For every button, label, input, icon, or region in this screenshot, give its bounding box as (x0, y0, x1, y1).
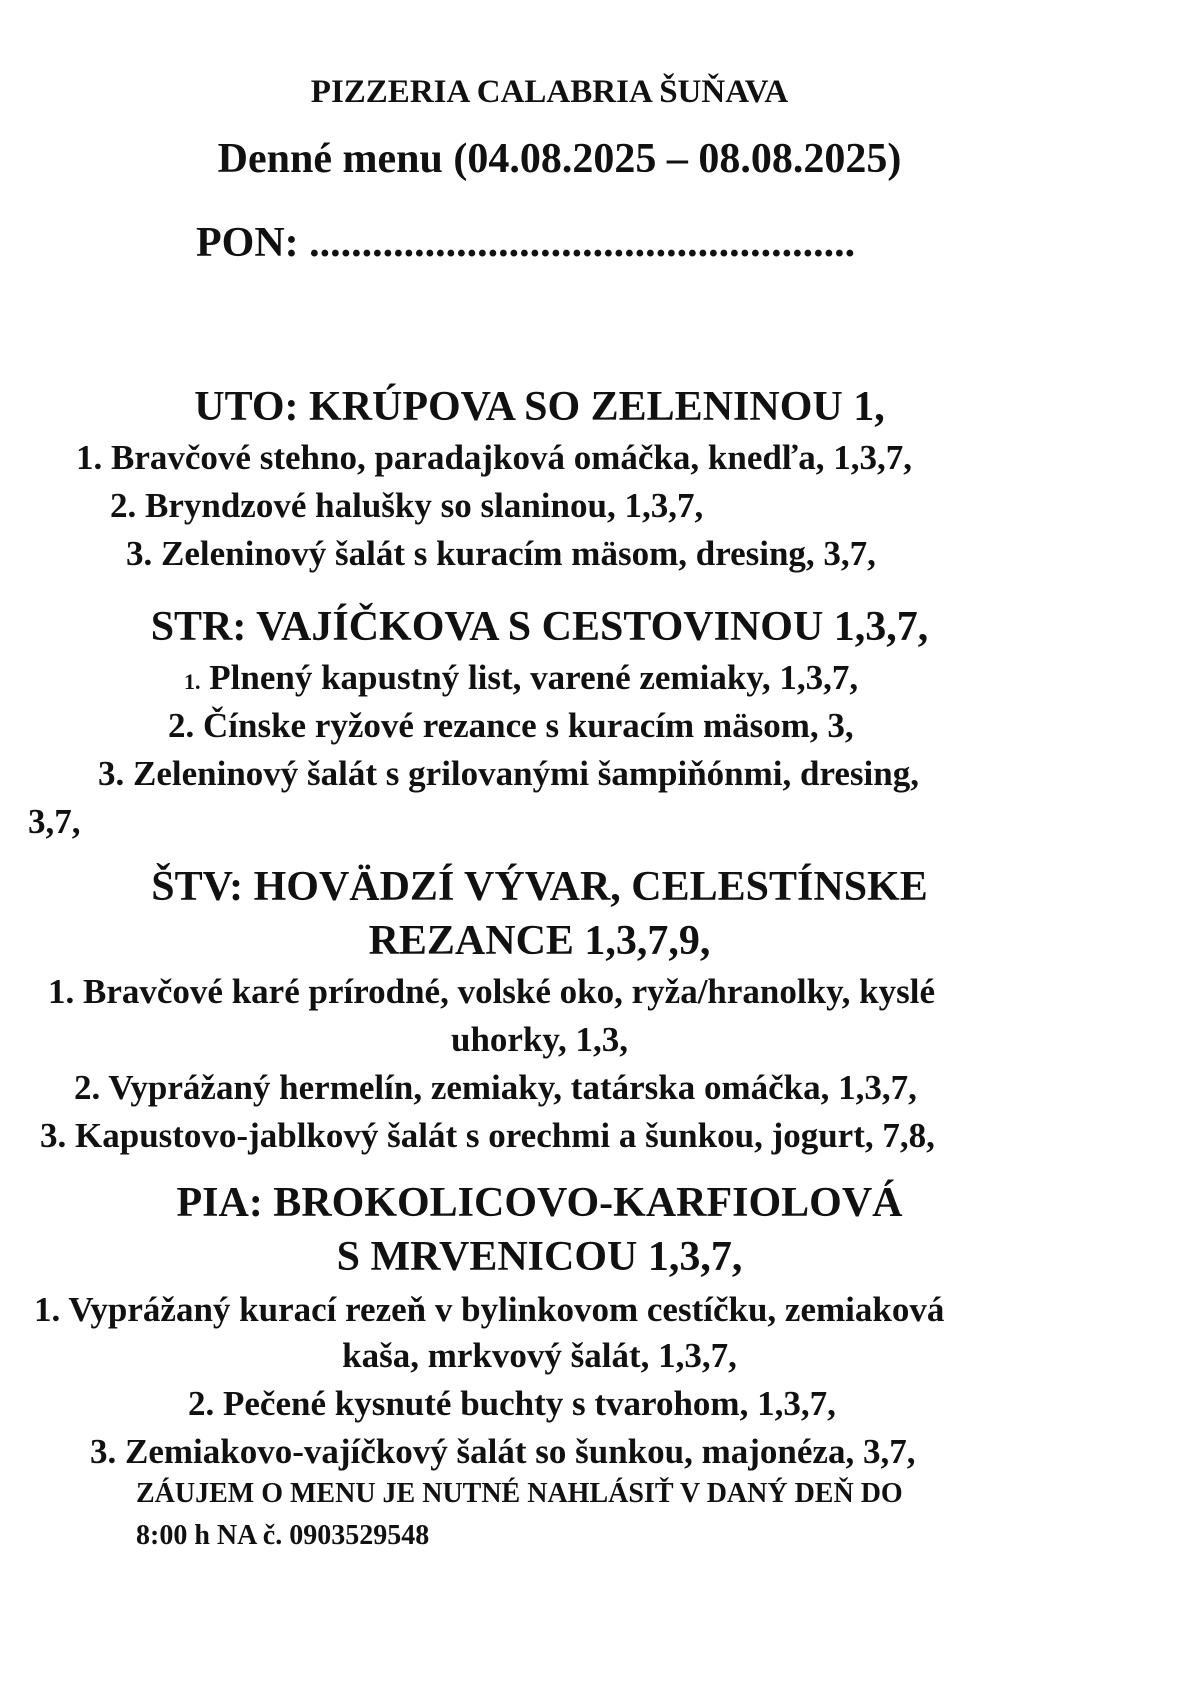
wednesday-item-1-text: Plnený kapustný list, varené zemiaky, 1,3,7, (209, 658, 859, 697)
wednesday-item-3-continued: 3,7, (28, 802, 81, 841)
thursday-item-3: 3. Kapustovo-jablkový šalát s orechmi a šunkou, jogurt, 7,8, (40, 1116, 935, 1155)
thursday-item-1-continued: uhorky, 1,3, (451, 1020, 628, 1059)
wednesday-item-2: 2. Čínske ryžové rezance s kuracím mäsom, 3, (168, 706, 854, 745)
tuesday-soup: UTO: KRÚPOVA SO ZELENINOU 1, (194, 384, 885, 430)
tuesday-item-3: 3. Zeleninový šalát s kuracím mäsom, dresing, 3,7, (126, 534, 876, 573)
thursday-item-1: 1. Bravčové karé prírodné, volské oko, ryža/hranolky, kyslé (48, 972, 935, 1011)
friday-item-2: 2. Pečené kysnuté buchty s tvarohom, 1,3,7, (188, 1384, 836, 1423)
wednesday-soup: STR: VAJÍČKOVA S CESTOVINOU 1,3,7, (150, 604, 929, 650)
restaurant-name: PIZZERIA CALABRIA ŠUŇAVA (310, 74, 789, 110)
menu-dates-title: Denné menu (04.08.2025 – 08.08.2025) (217, 136, 902, 182)
wednesday-item-3: 3. Zeleninový šalát s grilovanými šampiňónmi, dresing, (98, 754, 919, 793)
monday-line: PON: .................................................... (196, 220, 856, 266)
order-notice-line-1: ZÁUJEM O MENU JE NUTNÉ NAHLÁSIŤ V DANÝ DEŇ DO (136, 1478, 903, 1509)
thursday-soup-line-1: ŠTV: HOVÄDZÍ VÝVAR, CELESTÍNSKE (151, 864, 928, 910)
thursday-soup-line-2: REZANCE 1,3,7,9, (368, 918, 711, 964)
friday-item-1-continued: kaša, mrkvový šalát, 1,3,7, (342, 1336, 737, 1375)
friday-item-3: 3. Zemiakovo-vajíčkový šalát so šunkou, majonéza, 3,7, (90, 1432, 916, 1471)
order-notice-line-2: 8:00 h NA č. 0903529548 (136, 1520, 430, 1551)
friday-soup-line-1: PIA: BROKOLICOVO-KARFIOLOVÁ (176, 1180, 903, 1226)
wednesday-item-1 (184, 660, 858, 695)
friday-item-1: 1. Vyprážaný kurací rezeň v bylinkovom cestíčku, zemiaková (34, 1290, 945, 1329)
wednesday-item-1-number: 1. (184, 669, 201, 694)
tuesday-item-2: 2. Bryndzové halušky so slaninou, 1,3,7, (110, 486, 704, 525)
friday-soup-line-2: S MRVENICOU 1,3,7, (336, 1234, 743, 1280)
thursday-item-2: 2. Vyprážaný hermelín, zemiaky, tatárska omáčka, 1,3,7, (74, 1068, 917, 1107)
tuesday-item-1: 1. Bravčové stehno, paradajková omáčka, knedľa, 1,3,7, (76, 438, 913, 477)
